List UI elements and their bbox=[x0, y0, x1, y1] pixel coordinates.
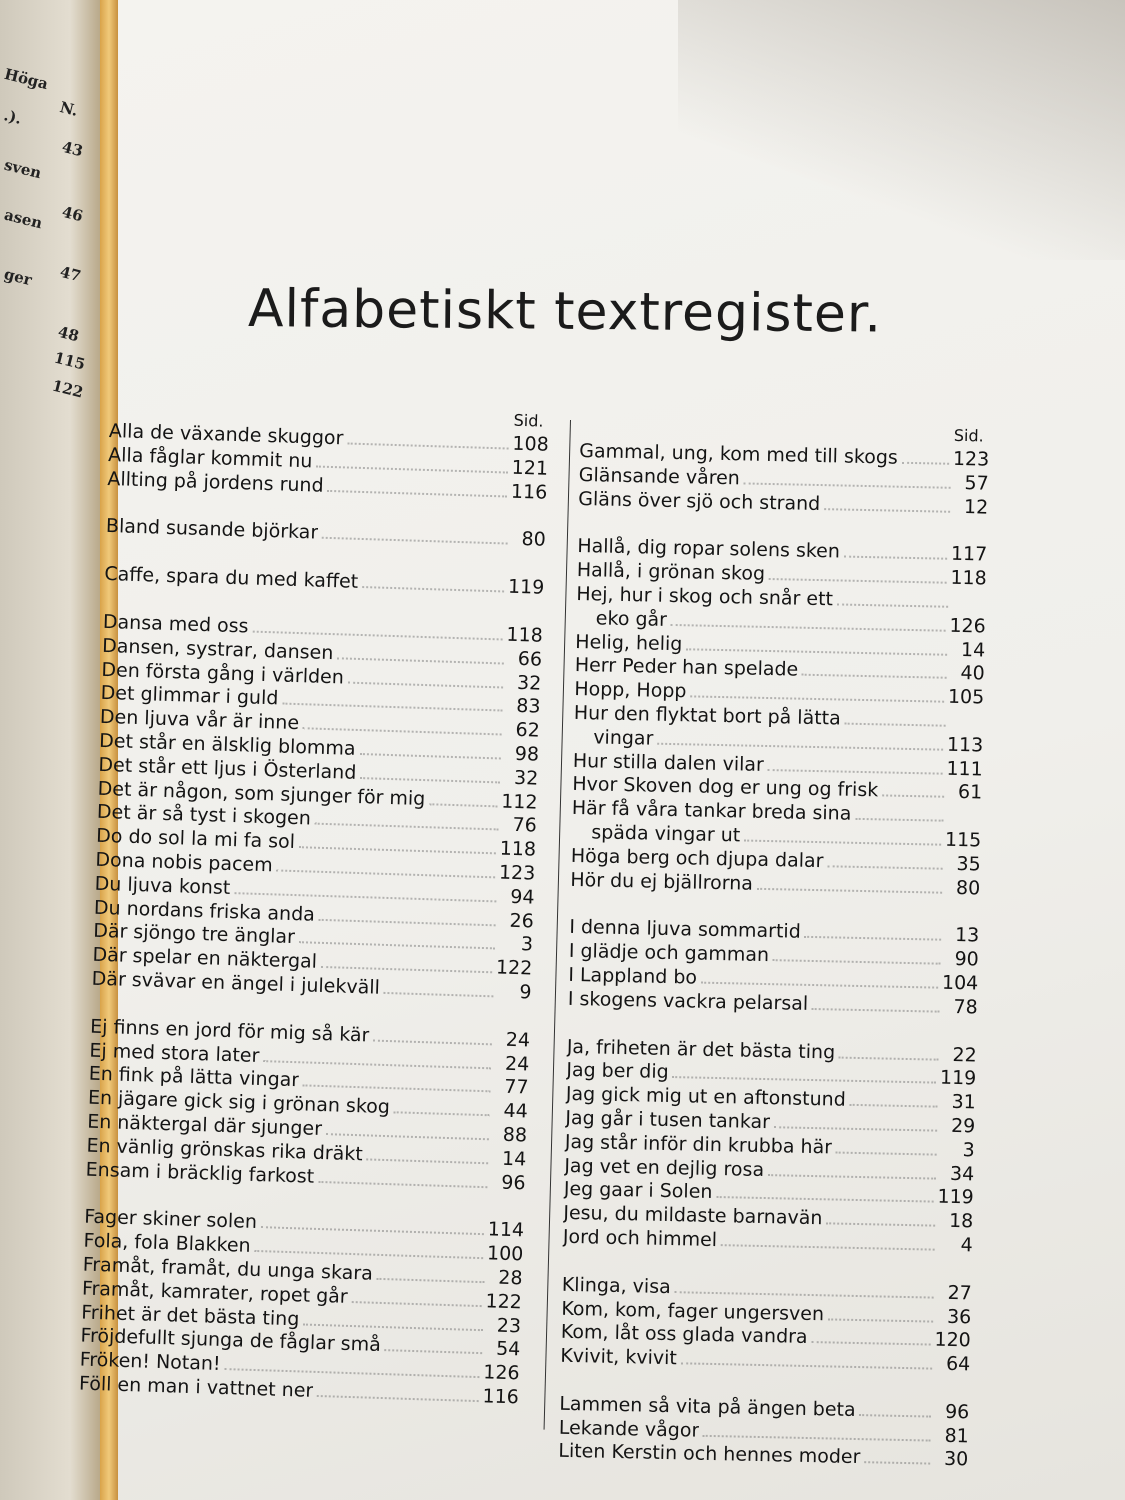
entry-page-number: 117 bbox=[950, 543, 988, 566]
entry-title: Jag står inför din krubba här bbox=[564, 1130, 833, 1159]
leader-dots bbox=[299, 941, 495, 950]
entry-page-number bbox=[952, 608, 986, 609]
entry-page-number: 98 bbox=[514, 742, 540, 766]
entry-page-number: 77 bbox=[504, 1076, 529, 1099]
entry-page-number: 12 bbox=[963, 495, 989, 519]
leader-dots bbox=[845, 722, 946, 727]
leader-dots bbox=[774, 1125, 937, 1131]
entry-title: I glädje och gamman bbox=[568, 940, 770, 967]
entry-title: Hallå, i grönan skog bbox=[576, 559, 766, 586]
leader-dots bbox=[303, 1084, 491, 1093]
entry-title: Här få våra tankar breda sina bbox=[571, 797, 852, 825]
entry-title: En vänlig grönskas rika dräkt bbox=[86, 1134, 364, 1166]
entry-title: Hej, hur i skog och snår ett bbox=[576, 582, 834, 611]
entry-page-number: 32 bbox=[516, 671, 542, 695]
entry-page-number: 26 bbox=[509, 909, 535, 933]
entry-page-number: 76 bbox=[512, 814, 538, 837]
entry-page-number: 96 bbox=[501, 1171, 526, 1194]
entry-title: Föll en man i vattnet ner bbox=[78, 1372, 314, 1402]
book-page bbox=[78, 0, 1125, 1500]
entry-page-number: 22 bbox=[952, 1043, 977, 1066]
entry-page-number: 121 bbox=[511, 456, 549, 480]
page-title: Alfabetiskt textregister. bbox=[247, 279, 883, 345]
entry-page-number bbox=[948, 822, 982, 823]
entry-page-number: 30 bbox=[943, 1448, 969, 1471]
entry-title: Där spelar en näktergal bbox=[92, 943, 318, 973]
leader-dots bbox=[703, 1433, 931, 1441]
entry-title: Liten Kerstin och hennes moder bbox=[558, 1440, 861, 1469]
entry-page-number: 83 bbox=[515, 695, 541, 719]
entry-title: Den första gång i världen bbox=[101, 658, 345, 689]
entry-page-number: 32 bbox=[513, 766, 539, 790]
index-list-left bbox=[79, 420, 549, 1410]
leader-dots bbox=[385, 1348, 483, 1354]
entry-title: Alla fåglar kommit nu bbox=[107, 443, 313, 473]
leader-dots bbox=[828, 1317, 933, 1322]
entry-page-number: 80 bbox=[521, 528, 547, 552]
entry-title: Kvivit, kvivit bbox=[560, 1344, 678, 1370]
leader-dots bbox=[234, 891, 496, 902]
entry-title: Hur den flyktat bort på lätta bbox=[573, 701, 842, 730]
entry-title: Ensam i bräcklig farkost bbox=[85, 1158, 315, 1188]
entry-page-number: 100 bbox=[486, 1242, 524, 1266]
entry-page-number: 123 bbox=[952, 447, 990, 471]
entry-title: Do do sol la mi fa sol bbox=[95, 824, 296, 854]
entry-title: Caffe, spara du med kaffet bbox=[104, 563, 359, 594]
entry-page-number: 44 bbox=[503, 1099, 529, 1123]
entry-page-number: 3 bbox=[520, 933, 534, 956]
leader-dots bbox=[394, 1110, 490, 1116]
leader-dots bbox=[657, 741, 943, 750]
index-column-right bbox=[558, 418, 990, 1473]
entry-page-number: 122 bbox=[485, 1289, 523, 1314]
entry-page-number: 113 bbox=[946, 733, 984, 757]
entry-title: Jag ber dig bbox=[566, 1059, 669, 1084]
leader-dots bbox=[844, 555, 947, 560]
entry-page-number: 36 bbox=[946, 1305, 972, 1328]
entry-page-number: 28 bbox=[498, 1266, 523, 1290]
entry-title: Bland susande björkar bbox=[105, 515, 319, 544]
leader-dots bbox=[252, 630, 502, 641]
entry-title: Alla de växande skuggor bbox=[108, 419, 344, 450]
leader-dots bbox=[744, 481, 951, 488]
leader-dots bbox=[768, 768, 943, 775]
entry-page-number: 105 bbox=[947, 685, 985, 709]
leader-dots bbox=[362, 585, 504, 592]
leader-dots bbox=[824, 507, 950, 513]
leader-dots bbox=[802, 673, 947, 679]
entry-title: Fager skiner solen bbox=[83, 1205, 258, 1234]
entry-title: Det är någon, som sjunger för mig bbox=[97, 777, 426, 810]
entry-title: Kom, låt oss glada vandra bbox=[560, 1321, 808, 1349]
entry-page-number: 34 bbox=[949, 1162, 975, 1185]
sid-label: Sid. bbox=[513, 410, 544, 431]
entry-title: Herr Peder han spelade bbox=[574, 654, 799, 681]
entry-page-number: 54 bbox=[495, 1337, 521, 1361]
leader-dots bbox=[276, 868, 494, 878]
leader-dots bbox=[317, 1394, 478, 1402]
entry-title: Hallå, dig ropar solens sken bbox=[577, 535, 841, 563]
entry-title: Dona nobis pacem bbox=[95, 848, 274, 877]
entry-title: Ej med stora later bbox=[89, 1039, 260, 1067]
leader-dots bbox=[377, 1277, 485, 1283]
entry-title: Det glimmar i guld bbox=[100, 682, 279, 710]
leader-dots bbox=[744, 838, 941, 845]
leader-dots bbox=[675, 1290, 934, 1298]
entry-page-number: 108 bbox=[512, 432, 550, 456]
entry-title: En jägare gick sig i grönan skog bbox=[87, 1086, 391, 1119]
leader-dots bbox=[315, 822, 499, 831]
sid-label: Sid. bbox=[953, 425, 984, 446]
entry-page-number: 4 bbox=[960, 1234, 973, 1257]
entry-page-number: 9 bbox=[519, 981, 532, 1004]
entry-title: Ja, friheten är det bästa ting bbox=[566, 1035, 836, 1064]
leader-dots bbox=[327, 488, 506, 497]
entry-page-number: 116 bbox=[510, 480, 548, 504]
leader-dots bbox=[768, 1173, 936, 1180]
entry-title: Den ljuva vår är inne bbox=[99, 706, 300, 735]
entry-page-number: 111 bbox=[946, 757, 983, 781]
left-page-fragment: N. bbox=[58, 98, 80, 120]
leader-dots bbox=[348, 680, 504, 688]
leader-dots bbox=[322, 536, 508, 545]
left-page-fragment: asen bbox=[2, 205, 45, 233]
entry-page-number: 27 bbox=[947, 1281, 972, 1305]
entry-page-number: 123 bbox=[498, 861, 536, 885]
entry-title: eko går bbox=[595, 607, 668, 631]
leader-dots bbox=[769, 577, 946, 584]
leader-dots bbox=[360, 776, 500, 783]
entry-title: Lekande vågor bbox=[558, 1416, 700, 1442]
leader-dots bbox=[429, 802, 497, 807]
left-page-fragment: 48 bbox=[56, 322, 81, 346]
entry-title: vingar bbox=[593, 726, 654, 750]
entry-title: Jag går i tusen tankar bbox=[565, 1106, 771, 1134]
leader-dots bbox=[839, 1055, 939, 1060]
entry-title: Hvor Skoven dog er ung og frisk bbox=[572, 773, 879, 802]
left-page-fragment: Höga bbox=[2, 64, 50, 94]
entry-page-number: 18 bbox=[948, 1210, 974, 1233]
entry-page-number: 13 bbox=[954, 924, 980, 947]
entry-title: Det är så tyst i skogen bbox=[96, 801, 312, 830]
entry-title: Där svävar en ängel i julekväll bbox=[91, 967, 381, 999]
leader-dots bbox=[827, 864, 942, 869]
entry-title: Allting på jordens rund bbox=[107, 467, 324, 497]
leader-dots bbox=[850, 1103, 938, 1108]
index-column-left bbox=[79, 398, 550, 1410]
left-page-fragment: 43 bbox=[60, 137, 85, 161]
entry-page-number: 35 bbox=[956, 852, 981, 876]
entry-title: Fola, fola Blakken bbox=[83, 1229, 251, 1257]
entry-page-number: 31 bbox=[951, 1091, 976, 1114]
entry-title: I denna ljuva sommartid bbox=[569, 916, 801, 944]
leader-dots bbox=[690, 695, 944, 703]
leader-dots bbox=[681, 1361, 932, 1369]
leader-dots bbox=[367, 1157, 489, 1164]
entry-page-number: 118 bbox=[950, 566, 987, 590]
entry-title: späda vingar ut bbox=[591, 821, 741, 847]
entry-title: Frihet är det bästa ting bbox=[80, 1301, 300, 1330]
leader-dots bbox=[882, 794, 944, 798]
entry-page-number: 88 bbox=[502, 1123, 528, 1147]
entry-page-number: 119 bbox=[937, 1185, 974, 1209]
entry-title: Jord och himmel bbox=[562, 1225, 718, 1251]
entry-title: Jesu, du mildaste barnavän bbox=[563, 1201, 823, 1230]
left-page-fragment: .). bbox=[2, 106, 24, 128]
entry-page-number: 61 bbox=[957, 781, 983, 804]
entry-page-number: 29 bbox=[950, 1114, 976, 1138]
leader-dots bbox=[757, 886, 942, 893]
leader-dots bbox=[282, 702, 502, 712]
left-page-fragment: sven bbox=[2, 155, 44, 183]
entry-title: Dansa med oss bbox=[102, 610, 249, 638]
entry-page-number: 40 bbox=[960, 662, 985, 685]
entry-title: Helig, helig bbox=[575, 630, 683, 655]
left-page-fragment: 115 bbox=[52, 348, 88, 374]
entry-page-number: 14 bbox=[960, 638, 986, 662]
leader-dots bbox=[359, 752, 500, 759]
index-list-right bbox=[558, 440, 989, 1473]
entry-title: Framåt, kamrater, ropet går bbox=[81, 1277, 349, 1308]
entry-page-number: 24 bbox=[504, 1052, 530, 1076]
entry-title: Det står en älsklig blomma bbox=[98, 729, 356, 760]
entry-title: Jag vet en dejlig rosa bbox=[564, 1154, 765, 1181]
leader-dots bbox=[337, 656, 504, 664]
entry-page-number: 122 bbox=[495, 956, 533, 980]
entry-page-number: 94 bbox=[510, 885, 535, 909]
left-page-fragment: 46 bbox=[60, 202, 85, 226]
entry-page-number: 120 bbox=[934, 1328, 971, 1352]
entry-page-number: 118 bbox=[506, 623, 544, 647]
leader-dots bbox=[303, 1322, 483, 1331]
entry-page-number: 118 bbox=[499, 837, 537, 861]
entry-page-number bbox=[950, 727, 984, 728]
left-page-fragment: 122 bbox=[50, 376, 86, 402]
entry-page-number: 104 bbox=[941, 971, 979, 995]
entry-title: Klinga, visa bbox=[561, 1273, 671, 1298]
entry-page-number: 23 bbox=[496, 1314, 522, 1337]
entry-page-number: 14 bbox=[501, 1147, 527, 1171]
entry-title: Jag gick mig ut en aftonstund bbox=[565, 1082, 846, 1111]
entry-page-number: 119 bbox=[507, 575, 545, 599]
leader-dots bbox=[855, 817, 943, 822]
entry-title: En fink på lätta vingar bbox=[88, 1062, 300, 1092]
leader-dots bbox=[864, 1461, 930, 1465]
entry-page-number: 90 bbox=[954, 948, 979, 971]
entry-page-number: 96 bbox=[944, 1400, 970, 1424]
entry-title: Hur stilla dalen vilar bbox=[572, 749, 765, 776]
leader-dots bbox=[351, 1300, 481, 1307]
leader-dots bbox=[318, 1179, 487, 1187]
entry-page-number: 78 bbox=[953, 995, 978, 1019]
leader-dots bbox=[860, 1413, 932, 1417]
leader-dots bbox=[254, 1249, 483, 1259]
entry-title: Det står ett ljus i Österland bbox=[98, 753, 357, 784]
leader-dots bbox=[812, 1007, 940, 1013]
leader-dots bbox=[299, 845, 496, 854]
leader-dots bbox=[773, 958, 941, 965]
leader-dots bbox=[319, 917, 496, 926]
leader-dots bbox=[686, 647, 947, 655]
leader-dots bbox=[826, 1221, 935, 1226]
leader-dots bbox=[326, 1132, 489, 1140]
entry-page-number: 24 bbox=[505, 1028, 531, 1052]
entry-title: Du nordans friska anda bbox=[93, 896, 316, 926]
entry-page-number: 81 bbox=[944, 1424, 969, 1448]
leader-dots bbox=[303, 726, 502, 735]
entry-title: Gammal, ung, kom med till skogs bbox=[579, 439, 899, 469]
leader-dots bbox=[716, 1195, 933, 1203]
entry-title: Höga berg och djupa dalar bbox=[570, 844, 824, 872]
entry-title: En näktergal där sjunger bbox=[86, 1110, 323, 1140]
entry-page-number: 64 bbox=[945, 1352, 971, 1376]
entry-title: Kom, kom, fager ungersven bbox=[561, 1297, 825, 1325]
left-page-fragment: ger bbox=[2, 264, 34, 290]
entry-title: Ej finns en jord för mig så kär bbox=[89, 1015, 370, 1047]
entry-page-number: 114 bbox=[487, 1218, 525, 1242]
leader-dots bbox=[321, 965, 492, 973]
entry-title: Glänsande våren bbox=[578, 463, 741, 490]
leader-dots bbox=[701, 981, 938, 989]
entry-page-number: 112 bbox=[500, 790, 538, 814]
leader-dots bbox=[805, 935, 942, 941]
entry-title: I skogens vackra pelarsal bbox=[567, 987, 809, 1015]
leader-dots bbox=[347, 441, 508, 449]
entry-title: Lammen så vita på ängen beta bbox=[559, 1392, 856, 1421]
entry-title: Hör du ej bjällrorna bbox=[570, 868, 754, 895]
leader-dots bbox=[373, 1038, 492, 1045]
leader-dots bbox=[263, 1059, 491, 1069]
entry-title: Fröjdefullt sjunga de fåglar små bbox=[80, 1324, 382, 1357]
entry-page-number: 62 bbox=[515, 719, 541, 742]
leader-dots bbox=[316, 464, 507, 473]
leader-dots bbox=[836, 1150, 937, 1155]
entry-page-number: 115 bbox=[944, 828, 982, 852]
entry-title: Jeg gaar i Solen bbox=[563, 1178, 713, 1204]
leader-dots bbox=[673, 1075, 936, 1084]
entry-page-number: 57 bbox=[964, 471, 989, 495]
entry-title: I Lappland bo bbox=[568, 963, 698, 989]
leader-dots bbox=[224, 1367, 479, 1378]
leader-dots bbox=[261, 1225, 484, 1235]
leader-dots bbox=[811, 1340, 930, 1345]
entry-title: Dansen, systrar, dansen bbox=[101, 634, 334, 664]
entry-title: Fröken! Notan! bbox=[79, 1348, 221, 1376]
page-shadow bbox=[678, 0, 1125, 260]
entry-page-number: 66 bbox=[517, 647, 543, 671]
leader-dots bbox=[721, 1243, 935, 1250]
left-page-fragment: 47 bbox=[58, 262, 83, 286]
entry-title: Hopp, Hopp bbox=[574, 678, 687, 703]
entry-page-number: 126 bbox=[482, 1361, 520, 1385]
entry-title: Framåt, framåt, du unga skara bbox=[82, 1253, 374, 1285]
entry-title: Gläns över sjö och strand bbox=[578, 487, 821, 515]
entry-page-number: 116 bbox=[482, 1385, 520, 1409]
entry-page-number: 126 bbox=[949, 614, 986, 638]
leader-dots bbox=[671, 623, 946, 632]
entry-page-number: 80 bbox=[955, 876, 981, 900]
leader-dots bbox=[902, 461, 949, 465]
leader-dots bbox=[837, 602, 948, 607]
entry-page-number: 3 bbox=[962, 1138, 975, 1162]
leader-dots bbox=[384, 991, 494, 997]
entry-title: Du ljuva konst bbox=[94, 872, 231, 899]
entry-page-number: 119 bbox=[939, 1067, 977, 1090]
entry-title: Där sjöngo tre änglar bbox=[92, 920, 296, 949]
